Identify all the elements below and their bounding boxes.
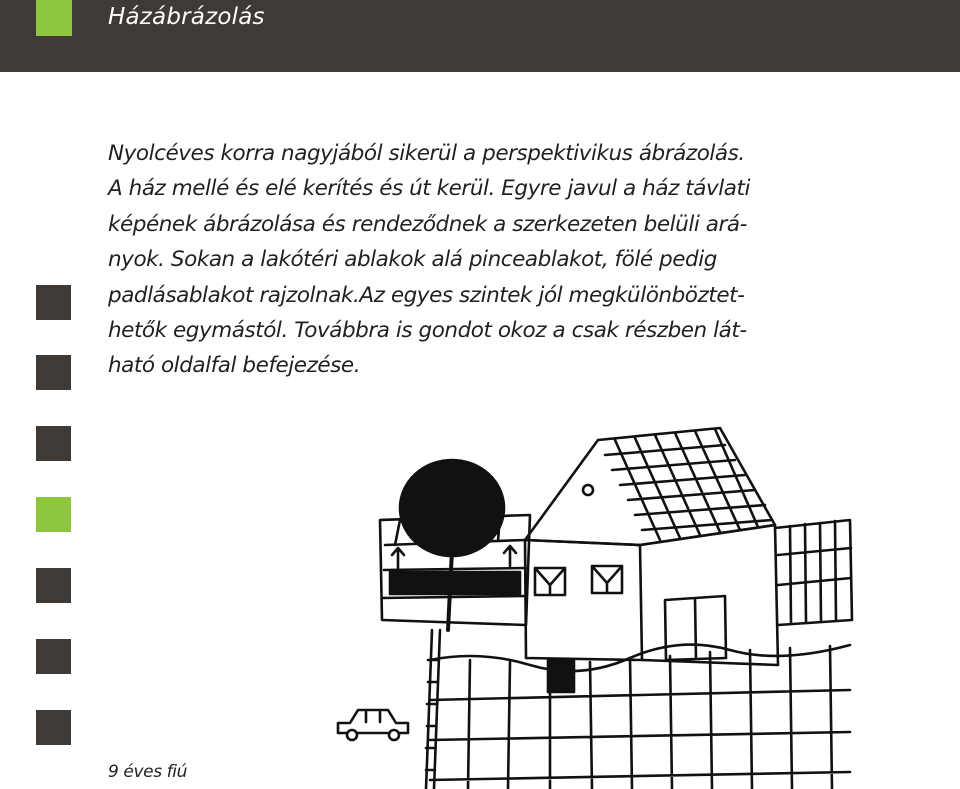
body-line-6: hetők egymástól. Továbbra is gondot okoz a csak részben lát- xyxy=(108,318,747,344)
drawing-dark-band xyxy=(390,572,520,594)
child-house-drawing xyxy=(330,420,860,789)
header-accent-square xyxy=(36,0,72,36)
page-header xyxy=(0,0,960,72)
side-square-4-active xyxy=(36,497,71,532)
drawing-ground-line xyxy=(430,645,850,672)
side-square-5 xyxy=(36,568,71,603)
side-square-7 xyxy=(36,710,71,745)
drawing-house-side xyxy=(640,525,778,665)
drawing-side-door xyxy=(665,596,726,660)
drawing-window-2 xyxy=(592,566,622,593)
body-line-2: A ház mellé és elé kerítés és út kerül. Egyre javul a ház távlati xyxy=(108,176,751,202)
drawing-dark-door xyxy=(548,660,574,692)
side-square-1 xyxy=(36,285,71,320)
body-line-4: nyok. Sokan a lakótéri ablakok alá pinceablakot, fölé pedig xyxy=(108,247,717,273)
drawing-plant-right xyxy=(504,546,516,566)
drawing-car xyxy=(338,710,408,733)
drawing-pole xyxy=(426,630,440,789)
body-paragraph xyxy=(108,136,868,384)
drawing-house-front xyxy=(525,540,642,660)
drawing-ground-grid xyxy=(430,646,850,789)
image-caption: 9 éves fiú xyxy=(108,762,187,782)
drawing-plant-left xyxy=(392,548,404,568)
page-title: Házábrázolás xyxy=(108,4,265,30)
side-square-6 xyxy=(36,639,71,674)
side-square-2 xyxy=(36,355,71,390)
drawing-right-fence xyxy=(775,520,852,625)
body-line-3: képének ábrázolása és rendeződnek a szerkezeten belüli ará- xyxy=(108,211,747,237)
drawing-attic-window xyxy=(583,485,593,495)
body-line-1: Nyolcéves korra nagyjából sikerül a perspektivikus ábrázolás. xyxy=(108,141,745,166)
body-line-7: ható oldalfal befejezése. xyxy=(108,353,361,379)
drawing-window-1 xyxy=(535,568,565,595)
body-line-5: padlásablakot rajzolnak.Az egyes szintek jól megkülönböztet- xyxy=(108,282,745,308)
drawing-tree-crown xyxy=(400,460,504,556)
side-square-3 xyxy=(36,426,71,461)
